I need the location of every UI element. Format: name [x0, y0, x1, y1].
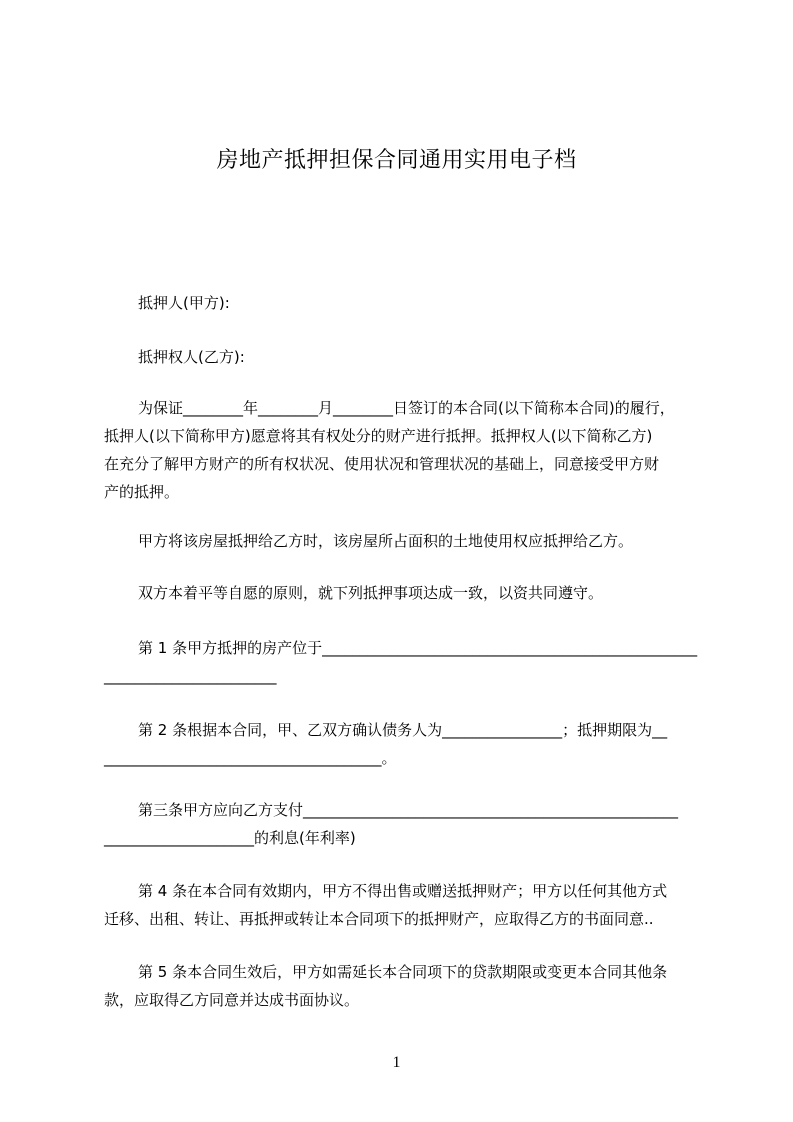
party-a-label: 抵押人(甲方): — [138, 294, 230, 312]
agreement-paragraph — [104, 579, 704, 607]
intro-line: 为保证________年________月________日签订的本合同(以下简称本合同)的履行， — [138, 399, 675, 417]
article-line: 第 2 条根据本合同，甲、乙双方确认债务人为________________；抵押期限为__ — [138, 721, 668, 739]
article-5 — [104, 958, 704, 1014]
article-line: 迁移、出租、转让、再抵押或转让本合同项下的抵押财产，应取得乙方的书面同意.. — [104, 910, 654, 928]
page-number: 1 — [392, 1054, 401, 1071]
article-line: 第 1 条甲方抵押的房产位于__________________________________________________ — [138, 639, 698, 657]
article-3 — [104, 796, 704, 852]
document-title: 房地产抵押担保合同通用实用电子档 — [216, 148, 577, 173]
article-line: ____________________的利息(年利率) — [104, 829, 356, 847]
article-line: _______________________ — [104, 667, 277, 685]
article-line: 第 5 条本合同生效后，甲方如需延长本合同项下的贷款期限或变更本合同其他条 — [138, 963, 668, 981]
agreement-text: 双方本着平等自愿的原则，就下列抵押事项达成一致，以资共同遵守。 — [138, 584, 604, 602]
intro-line: 抵押人(以下简称甲方)愿意将其有权处分的财产进行抵押。抵押权人(以下简称乙方) — [104, 427, 653, 445]
intro-paragraph — [104, 394, 704, 506]
article-line: 第 4 条在本合同有效期内，甲方不得出售或赠送抵押财产；甲方以任何其他方式 — [138, 882, 668, 900]
intro-line: 在充分了解甲方财产的所有权状况、使用状况和管理状况的基础上，同意接受甲方财 — [104, 455, 660, 473]
article-2 — [104, 716, 704, 772]
land-clause-paragraph — [104, 527, 704, 555]
article-line: _____________________________________。 — [104, 749, 397, 767]
party-b-label: 抵押权人(乙方): — [138, 348, 245, 366]
article-line: 款，应取得乙方同意并达成书面协议。 — [104, 991, 360, 1009]
article-line: 第三条甲方应向乙方支付__________________________________________________ — [138, 801, 679, 819]
article-4 — [104, 877, 704, 933]
land-clause-text: 甲方将该房屋抵押给乙方时，该房屋所占面积的土地使用权应抵押给乙方。 — [138, 532, 634, 550]
article-1 — [104, 634, 704, 690]
intro-line: 产的抵押。 — [104, 483, 180, 501]
